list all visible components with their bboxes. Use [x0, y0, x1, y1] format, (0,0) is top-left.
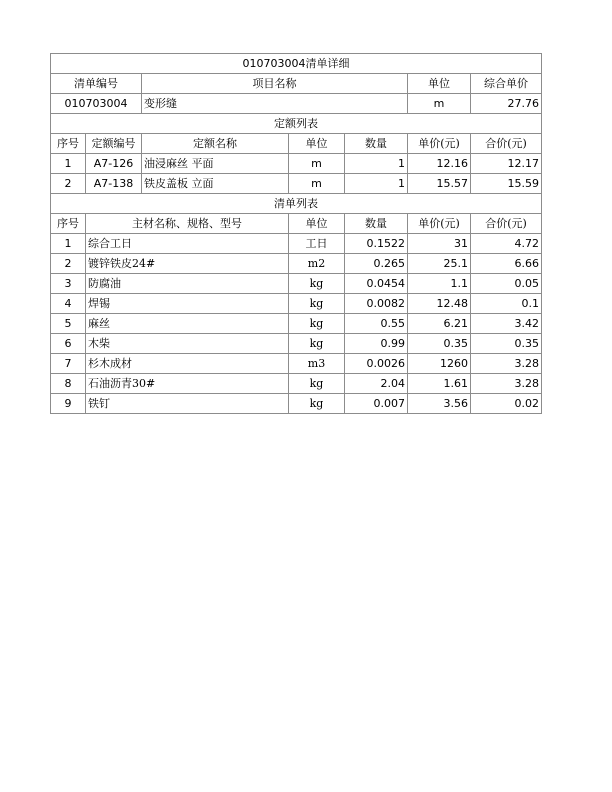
- quota-section-title: 定额列表: [51, 114, 542, 134]
- quota-qty: 1: [345, 154, 408, 174]
- material-total: 6.66: [471, 254, 542, 274]
- material-total: 0.05: [471, 274, 542, 294]
- material-total: 3.42: [471, 314, 542, 334]
- material-seq-header: 序号: [51, 214, 86, 234]
- material-total: 0.1: [471, 294, 542, 314]
- material-unit: kg: [289, 374, 345, 394]
- material-qty: 2.04: [345, 374, 408, 394]
- material-qty-header: 数量: [345, 214, 408, 234]
- material-row: [51, 394, 542, 414]
- material-name: 焊锡: [86, 294, 289, 314]
- sheet-title: 010703004清单详细: [51, 54, 542, 74]
- material-price: 6.21: [408, 314, 471, 334]
- material-price: 25.1: [408, 254, 471, 274]
- materials-section-row: [51, 194, 542, 214]
- title-row: [51, 54, 542, 74]
- quota-code-header: 定额编号: [86, 134, 142, 154]
- quota-row: [51, 174, 542, 194]
- item-unit: m: [408, 94, 471, 114]
- quota-name-header: 定额名称: [142, 134, 289, 154]
- material-price: 31: [408, 234, 471, 254]
- material-unit: m3: [289, 354, 345, 374]
- quota-name: 油浸麻丝 平面: [142, 154, 289, 174]
- material-qty: 0.55: [345, 314, 408, 334]
- quota-qty: 1: [345, 174, 408, 194]
- material-name: 镀锌铁皮24#: [86, 254, 289, 274]
- material-seq: 9: [51, 394, 86, 414]
- material-name: 麻丝: [86, 314, 289, 334]
- material-unit: kg: [289, 334, 345, 354]
- material-qty: 0.0082: [345, 294, 408, 314]
- material-qty: 0.1522: [345, 234, 408, 254]
- item-price: 27.76: [471, 94, 542, 114]
- quota-price-header: 单价(元): [408, 134, 471, 154]
- quota-seq: 2: [51, 174, 86, 194]
- material-total: 3.28: [471, 354, 542, 374]
- quota-seq: 1: [51, 154, 86, 174]
- material-seq: 1: [51, 234, 86, 254]
- quota-code: A7-126: [86, 154, 142, 174]
- material-unit-header: 单位: [289, 214, 345, 234]
- material-price: 0.35: [408, 334, 471, 354]
- material-seq: 4: [51, 294, 86, 314]
- material-row: [51, 274, 542, 294]
- material-name-header: 主材名称、规格、型号: [86, 214, 289, 234]
- materials-header-row: [51, 214, 542, 234]
- quota-total-header: 合价(元): [471, 134, 542, 154]
- item-price-header: 综合单价: [471, 74, 542, 94]
- material-name: 铁钉: [86, 394, 289, 414]
- material-row: [51, 354, 542, 374]
- material-unit: kg: [289, 274, 345, 294]
- quota-section-row: [51, 114, 542, 134]
- material-row: [51, 234, 542, 254]
- material-name: 防腐油: [86, 274, 289, 294]
- material-row: [51, 374, 542, 394]
- material-row: [51, 294, 542, 314]
- material-price: 12.48: [408, 294, 471, 314]
- item-row: [51, 94, 542, 114]
- material-name: 综合工日: [86, 234, 289, 254]
- material-qty: 0.0026: [345, 354, 408, 374]
- quota-row: [51, 154, 542, 174]
- detail-table: [50, 53, 542, 414]
- materials-section-title: 清单列表: [51, 194, 542, 214]
- quota-price: 12.16: [408, 154, 471, 174]
- quota-seq-header: 序号: [51, 134, 86, 154]
- material-unit: kg: [289, 294, 345, 314]
- material-name: 石油沥青30#: [86, 374, 289, 394]
- quota-price: 15.57: [408, 174, 471, 194]
- material-total: 4.72: [471, 234, 542, 254]
- material-unit: m2: [289, 254, 345, 274]
- quota-header-row: [51, 134, 542, 154]
- material-name: 杉木成材: [86, 354, 289, 374]
- item-code: 010703004: [51, 94, 142, 114]
- material-price: 3.56: [408, 394, 471, 414]
- material-seq: 8: [51, 374, 86, 394]
- material-unit: kg: [289, 314, 345, 334]
- item-unit-header: 单位: [408, 74, 471, 94]
- quota-unit: m: [289, 174, 345, 194]
- quota-unit-header: 单位: [289, 134, 345, 154]
- material-row: [51, 334, 542, 354]
- material-qty: 0.99: [345, 334, 408, 354]
- material-total-header: 合价(元): [471, 214, 542, 234]
- material-qty: 0.0454: [345, 274, 408, 294]
- quota-unit: m: [289, 154, 345, 174]
- material-price-header: 单价(元): [408, 214, 471, 234]
- quota-total: 12.17: [471, 154, 542, 174]
- material-price: 1.1: [408, 274, 471, 294]
- item-code-header: 清单编号: [51, 74, 142, 94]
- material-row: [51, 254, 542, 274]
- material-seq: 2: [51, 254, 86, 274]
- material-seq: 7: [51, 354, 86, 374]
- material-qty: 0.007: [345, 394, 408, 414]
- quota-qty-header: 数量: [345, 134, 408, 154]
- material-seq: 5: [51, 314, 86, 334]
- item-name-header: 项目名称: [142, 74, 408, 94]
- material-seq: 6: [51, 334, 86, 354]
- item-header-row: [51, 74, 542, 94]
- quota-total: 15.59: [471, 174, 542, 194]
- quota-name: 铁皮盖板 立面: [142, 174, 289, 194]
- quota-code: A7-138: [86, 174, 142, 194]
- material-total: 3.28: [471, 374, 542, 394]
- material-price: 1.61: [408, 374, 471, 394]
- material-seq: 3: [51, 274, 86, 294]
- material-qty: 0.265: [345, 254, 408, 274]
- material-name: 木柴: [86, 334, 289, 354]
- material-total: 0.35: [471, 334, 542, 354]
- material-unit: 工日: [289, 234, 345, 254]
- item-name: 变形缝: [142, 94, 408, 114]
- material-price: 1260: [408, 354, 471, 374]
- material-total: 0.02: [471, 394, 542, 414]
- material-unit: kg: [289, 394, 345, 414]
- material-row: [51, 314, 542, 334]
